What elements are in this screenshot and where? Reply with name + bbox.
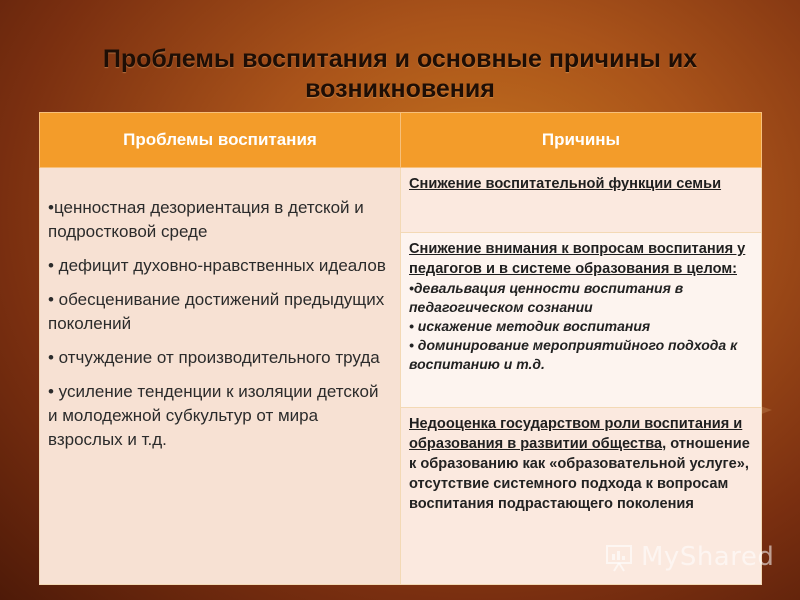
- cause-teachers-item: •девальвация ценности воспитания в педагогическом сознании: [409, 280, 684, 315]
- cause-state-text: , отношение к образованию как «образовательной услуге», отсутствие системного подхода к вопросам воспитания подрастающего поколения: [409, 436, 750, 512]
- problems-cell: [40, 168, 401, 585]
- problem-item: • отчуждение от производительного труда: [48, 348, 380, 367]
- slide-title: Проблемы воспитания и основные причины их возникновения: [102, 45, 698, 103]
- problems-causes-table: [39, 112, 762, 585]
- problem-item: • усиление тенденции к изоляции детской и молодежной субкультур от мира взрослых и т.д.: [48, 382, 379, 449]
- problem-item: • обесценивание достижений предыдущих поколений: [48, 290, 385, 333]
- header-problems: Проблемы воспитания: [40, 113, 401, 168]
- cause-teachers: [401, 233, 762, 408]
- watermark-text: MyShared: [641, 542, 775, 572]
- cause-teachers-item: • доминирование мероприятийного подхода к воспитанию и т.д.: [409, 337, 738, 372]
- presentation-board-icon: [605, 544, 635, 572]
- problem-item: • дефицит духовно-нравственных идеалов: [48, 256, 386, 275]
- watermark: [605, 540, 775, 574]
- header-causes: Причины: [401, 113, 762, 168]
- cause-family-heading: Снижение воспитательной функции семьи: [409, 176, 722, 192]
- cause-teachers-item: • искажение методик воспитания: [409, 318, 651, 334]
- cause-teachers-heading: Снижение внимания к вопросам воспитания у педагогов и в системе образования в целом:: [409, 241, 746, 277]
- cause-state-heading: Недооценка государством роли воспитания и образования в развитии общества: [409, 416, 743, 452]
- problems-list: [40, 168, 400, 452]
- problem-item: •ценностная дезориентация в детской и подростковой среде: [48, 198, 364, 241]
- cause-family: [401, 168, 762, 233]
